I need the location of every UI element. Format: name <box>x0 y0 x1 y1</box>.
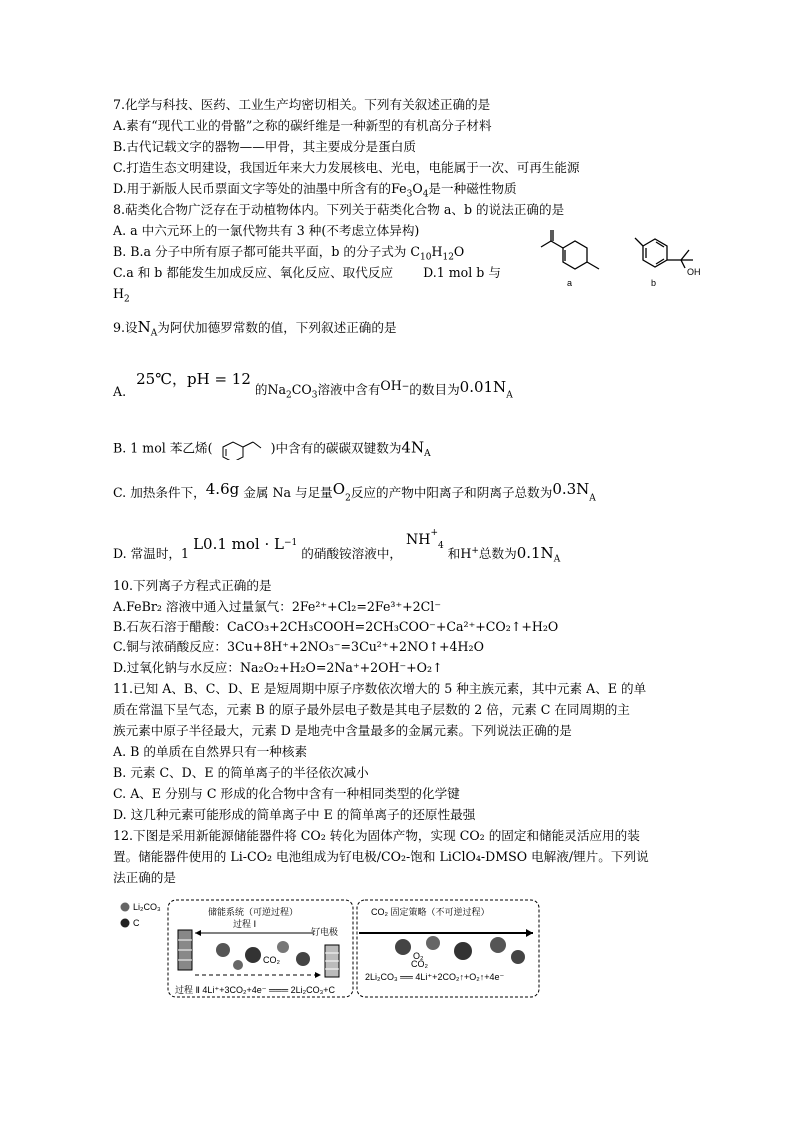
figure-legend <box>121 902 161 928</box>
label-a: a <box>567 278 573 288</box>
q11-stem-line3: 族元素中原子半径最大，元素 D 是地壳中含量最多的金属元素。下列说法正确的是 <box>113 723 572 738</box>
right-equation: 2Li₂CO₃ ══ 4Li⁺+2CO₂↑+O₂↑+4e⁻ <box>365 972 505 982</box>
molecule-a-structure <box>541 230 599 269</box>
co2-fixation-title: CO₂ 固定策略（不可逆过程） <box>371 907 490 917</box>
q7-option-c: C.打造生态文明建设，我国近年来大力发展核电、光电，电能属于一次、可再生能源 <box>113 160 580 175</box>
q11-stem-line1: 11.已知 A、B、C、D、E 是短周期中原子序数依次增大的 5 种主族元素，其中元素 A、E 的单 <box>113 681 647 696</box>
co2-label-left: CO₂ <box>263 955 280 965</box>
q9-option-c: C. 加热条件下，4.6g 金属 Na 与足量$O_2$反应的产物中阳离子和阴离子总数为$0.3N_A$ <box>113 480 596 504</box>
q11-option-c: C. A、E 分别与 C 形成的化合物中含有一种相同类型的化学键 <box>113 786 460 801</box>
q8-stem: 8.萜类化合物广泛存在于动植物体内。下列关于萜类化合物 a、b 的说法正确的是 <box>113 202 565 217</box>
molecule-b-structure <box>635 238 693 268</box>
q9-option-b: B. 1 mol 苯乙烯( )中含有的碳碳双键数为$4N_A$ <box>113 438 431 466</box>
process-1-label: 过程 Ⅰ <box>233 919 257 929</box>
legend-c: C <box>133 918 140 928</box>
q10-option-b: B.石灰石溶于醋酸：CaCO₃+2CH₃COOH=2CH₃COO⁻+Ca²⁺+CO₂↑+H₂O <box>113 619 559 634</box>
legend-li2co3-marker <box>121 903 130 912</box>
q8-option-b: B. B.a 分子中所有原子都可能共平面，b 的分子式为 $C_{10}H_{12}O$ <box>113 244 465 263</box>
q8-option-c: C.a 和 b 都能发生加成反应、氧化反应、取代反应 D.1 mol b 与 <box>113 265 501 280</box>
q9-stem: 9.设$N_A$为阿伏加德罗常数的值，下列叙述正确的是 <box>113 318 397 339</box>
q7-option-b: B.古代记载文字的器物——甲骨，其主要成分是蛋白质 <box>113 139 416 154</box>
q7-option-d: D.用于新版人民币票面文字等处的油墨中所含有的$Fe_3O_4$是一种磁性物质 <box>113 181 517 200</box>
storage-system-title: 储能系统（可逆过程） <box>208 907 299 917</box>
q8-option-d-cont: $H_2$ <box>113 286 130 305</box>
q10-option-c: C.铜与浓硝酸反应：3Cu+8H⁺+2NO₃⁻=3Cu²⁺+2NO↑+4H₂O <box>113 639 484 654</box>
q11-stem-line2: 质在常温下呈气态，元素 B 的原子最外层电子数是其电子层数的 2 倍，元素 C 在同周期的主 <box>113 702 630 717</box>
q9-option-a: A. 25℃，pH = 12 的$Na_2CO_3$溶液中含有OH−的数目为$0.01N_A$ <box>113 370 513 401</box>
q9-option-d: D. 常温时，1 L0.1 mol · $L^{-1}$ 的硝酸铵溶液中， $NH^+_4$ 和H+总数为$0.1N_A$ <box>113 528 561 565</box>
o2-label: O₂ <box>413 951 424 961</box>
legend-li2co3: Li₂CO₃ <box>133 902 161 912</box>
q12-stem-line2: 置。储能器件使用的 Li-CO₂ 电池组成为钌电极/CO₂-饱和 LiClO₄-DMSO 电解液/锂片。下列说 <box>113 849 649 864</box>
q8-option-d: D.1 mol b 与 <box>423 265 501 280</box>
q8-option-a: A. a 中六元环上的一氯代物共有 3 种(不考虑立体异构) <box>113 223 420 238</box>
q11-option-a: A. B 的单质在自然界只有一种核素 <box>113 744 308 759</box>
ru-electrode-label: 钌电极 <box>311 927 339 937</box>
process-2-equation: 过程 Ⅱ 4Li⁺+3CO₂+4e⁻ ═══ 2Li₂CO₃+C <box>175 985 336 995</box>
q10-option-a: A.FeBr₂ 溶液中通入过量氯气：2Fe²⁺+Cl₂=2Fe³⁺+2Cl⁻ <box>113 599 441 614</box>
terpene-structures-figure <box>525 230 720 292</box>
co2-label-right: CO₂ <box>411 959 428 969</box>
q12-stem-line1: 12.下图是采用新能源储能器件将 CO₂ 转化为固体产物，实现 CO₂ 的固定和储能灵活应用的装 <box>113 828 640 843</box>
oh-label: OH <box>687 267 701 277</box>
q11-option-d: D. 这几种元素可能形成的简单离子中 E 的简单离子的还原性最强 <box>113 807 476 822</box>
q10-stem: 10.下列离子方程式正确的是 <box>113 578 272 593</box>
q11-option-b: B. 元素 C、D、E 的简单离子的半径依次减小 <box>113 765 369 780</box>
styrene-structure-icon <box>217 438 267 460</box>
q7-option-a: A.素有“现代工业的骨骼”之称的碳纤维是一种新型的有机高分子材料 <box>113 118 492 133</box>
q10-option-d: D.过氧化钠与水反应：Na₂O₂+H₂O=2Na⁺+2OH⁻+O₂↑ <box>113 660 443 675</box>
li-co2-battery-figure <box>113 895 543 1005</box>
legend-c-marker <box>121 919 130 928</box>
q12-stem-line3: 法正确的是 <box>113 870 176 885</box>
label-b: b <box>651 278 657 288</box>
q7-stem: 7.化学与科技、医药、工业生产均密切相关。下列有关叙述正确的是 <box>113 97 491 112</box>
